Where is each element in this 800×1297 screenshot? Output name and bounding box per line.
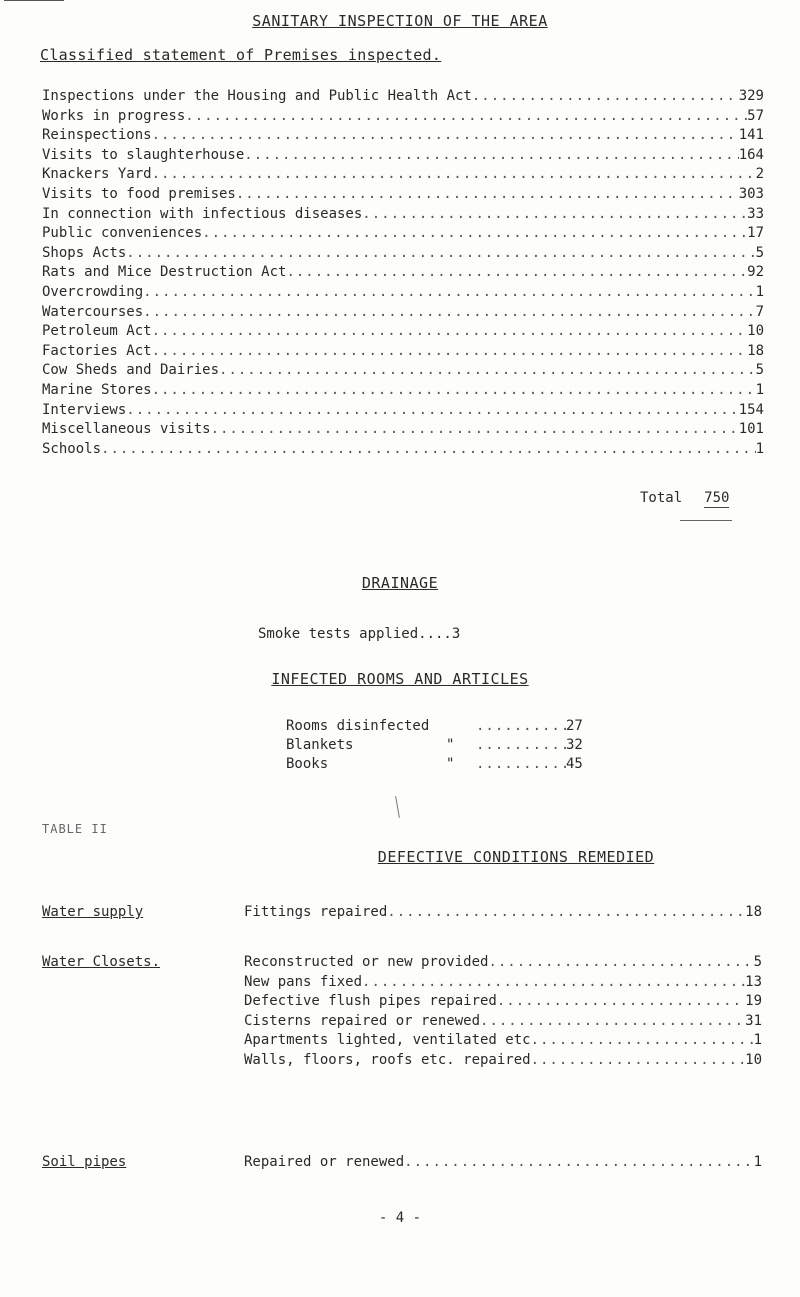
inspection-value: 18: [747, 342, 764, 359]
inspection-row: [42, 402, 764, 422]
inspection-row: [42, 108, 764, 128]
inspection-row: [42, 206, 764, 226]
inspection-label: Inspections under the Housing and Public Health Act: [42, 88, 472, 104]
defect-row: [244, 904, 762, 920]
defect-row: [244, 1154, 762, 1170]
inspection-label: Interviews: [42, 401, 127, 418]
inspection-row: [42, 166, 764, 186]
defect-label: Apartments lighted, ventilated etc: [244, 1032, 531, 1048]
inspection-label: Cow Sheds and Dairies: [42, 362, 220, 379]
inspection-label: Rats and Mice Destruction Act: [42, 264, 287, 281]
infected-heading: INFECTED ROOMS AND ARTICLES: [271, 670, 529, 688]
smoke-tests-label: Smoke tests applied....: [258, 626, 452, 642]
leader-dots: [362, 974, 745, 990]
inspection-label: Shops Acts: [42, 244, 127, 261]
page-number: - 4 -: [378, 1210, 422, 1226]
defect-value: 31: [745, 1012, 762, 1029]
inspection-label: Watercourses: [42, 303, 144, 320]
inspection-label: Visits to slaughterhouse: [42, 146, 245, 163]
leader-dots: [211, 421, 739, 437]
inspection-label: Reinspections: [42, 127, 152, 144]
infected-label: Blankets: [286, 737, 354, 753]
leader-dots: [387, 904, 745, 920]
total-label: Total: [640, 490, 683, 506]
inspection-label: Petroleum Act: [42, 323, 152, 340]
defect-value: 1: [753, 1154, 762, 1170]
inspection-value: 101: [738, 421, 764, 438]
inspection-label: Overcrowding: [42, 284, 144, 300]
inspection-row: [42, 343, 764, 363]
defect-value: 13: [745, 973, 762, 990]
total-rule: [680, 520, 732, 521]
inspection-value: 329: [738, 88, 764, 104]
inspection-label: Visits to food premises: [42, 186, 236, 202]
pen-stroke: [395, 796, 400, 818]
leader-dots: [472, 88, 739, 104]
table-label: TABLE II: [42, 822, 108, 836]
inspection-value: 2: [755, 166, 764, 183]
category-label: Water Closets.: [42, 954, 161, 970]
defect-label: Reconstructed or new provided: [244, 954, 489, 970]
leader-dots: [152, 127, 739, 143]
defect-row: [244, 1032, 762, 1048]
leader-dots: [143, 304, 755, 320]
inspection-value: 5: [755, 362, 764, 379]
drainage-heading: DRAINAGE: [361, 574, 439, 592]
infected-row: [286, 737, 583, 753]
defect-row: [244, 1013, 762, 1029]
inspection-row: [42, 147, 764, 167]
leader-dots: [476, 718, 566, 734]
infected-label: Books: [286, 756, 329, 772]
ditto-mark: ": [446, 737, 455, 753]
leader-dots: [101, 441, 756, 457]
leader-dots: [152, 323, 748, 339]
inspection-row: [42, 284, 764, 304]
infected-value: 27: [566, 718, 583, 734]
inspection-value: 7: [755, 303, 764, 320]
inspection-row: [42, 225, 764, 245]
defect-row: [244, 974, 762, 990]
defect-label: Defective flush pipes repaired: [244, 993, 497, 1009]
infected-label: Rooms disinfected: [286, 718, 430, 734]
defect-label: Fittings repaired: [244, 904, 388, 920]
leader-dots: [143, 284, 755, 300]
leader-dots: [236, 186, 739, 202]
defect-label: Cisterns repaired or renewed: [244, 1012, 481, 1029]
defect-row: [244, 954, 762, 970]
leader-dots: [531, 1052, 746, 1068]
inspection-row: [42, 245, 764, 265]
inspection-value: 1: [755, 440, 764, 457]
inspection-row: [42, 127, 764, 147]
inspection-value: 57: [747, 107, 764, 124]
leader-dots: [497, 993, 745, 1009]
leader-dots: [126, 402, 738, 418]
defect-value: 10: [745, 1051, 762, 1068]
inspection-row: [42, 382, 764, 402]
infected-value: 45: [566, 756, 583, 772]
inspection-row: [42, 323, 764, 343]
inspection-row: [42, 421, 764, 441]
leader-dots: [152, 166, 756, 182]
defective-heading: DEFECTIVE CONDITIONS REMEDIED: [377, 848, 655, 866]
inspection-label: Schools: [42, 440, 102, 457]
total-value: 750: [704, 490, 730, 506]
category-label: Soil pipes: [42, 1154, 127, 1170]
classified-heading: Classified statement of Premises inspected.: [40, 46, 442, 64]
inspection-label: Public conveniences: [42, 225, 203, 242]
inspection-value: 92: [747, 264, 764, 281]
infected-row: [286, 756, 583, 772]
defect-value: 18: [745, 904, 762, 920]
smoke-tests-row: [258, 626, 460, 642]
inspection-label: Works in progress: [42, 107, 186, 124]
inspection-value: 5: [755, 244, 764, 261]
leader-dots: [185, 108, 747, 124]
leader-dots: [476, 756, 566, 772]
page-title: SANITARY INSPECTION OF THE AREA: [252, 12, 548, 30]
inspection-label: Factories Act: [42, 342, 152, 359]
inspection-row: [42, 264, 764, 284]
leader-dots: [152, 382, 756, 398]
inspection-row: [42, 441, 764, 461]
leader-dots: [152, 343, 748, 359]
leader-dots: [286, 264, 747, 280]
inspection-value: 10: [747, 323, 764, 340]
leader-dots: [404, 1154, 753, 1170]
defect-row: [244, 993, 762, 1009]
defect-label: Repaired or renewed: [244, 1154, 405, 1170]
inspection-row: [42, 186, 764, 206]
inspection-row: [42, 88, 764, 108]
inspection-value: 33: [747, 205, 764, 222]
leader-dots: [202, 225, 747, 241]
infected-value: 32: [566, 737, 583, 753]
leader-dots: [126, 245, 755, 261]
leader-dots: [531, 1032, 754, 1048]
leader-dots: [476, 737, 566, 753]
defect-label: New pans fixed: [244, 973, 363, 990]
defect-row: [244, 1052, 762, 1068]
leader-dots: [480, 1013, 745, 1029]
category-label: Water supply: [42, 904, 144, 920]
defect-value: 19: [745, 993, 762, 1009]
leader-dots: [219, 362, 756, 378]
inspection-label: Miscellaneous visits: [42, 421, 211, 438]
inspection-value: 1: [755, 382, 764, 398]
leader-dots: [362, 206, 747, 222]
inspection-value: 164: [738, 146, 764, 163]
leader-dots: [488, 954, 753, 970]
inspection-value: 303: [738, 186, 764, 202]
defect-value: 5: [753, 954, 762, 970]
inspection-label: Marine Stores: [42, 382, 152, 398]
inspection-row: [42, 362, 764, 382]
inspection-value: 17: [747, 225, 764, 242]
scan-mark: [4, 0, 64, 11]
inspection-value: 154: [738, 401, 764, 418]
defect-value: 1: [753, 1032, 762, 1048]
defect-label: Walls, floors, roofs etc. repaired: [244, 1051, 531, 1068]
ditto-mark: ": [446, 756, 455, 772]
total-row: [640, 490, 729, 508]
inspection-label: In connection with infectious diseases: [42, 205, 363, 222]
leader-dots: [244, 147, 738, 163]
inspection-value: 141: [738, 127, 764, 144]
inspection-value: 1: [755, 284, 764, 300]
inspection-row: [42, 304, 764, 324]
smoke-tests-value: 3: [451, 626, 461, 642]
inspection-label: Knackers Yard: [42, 166, 152, 183]
infected-row: [286, 718, 583, 734]
